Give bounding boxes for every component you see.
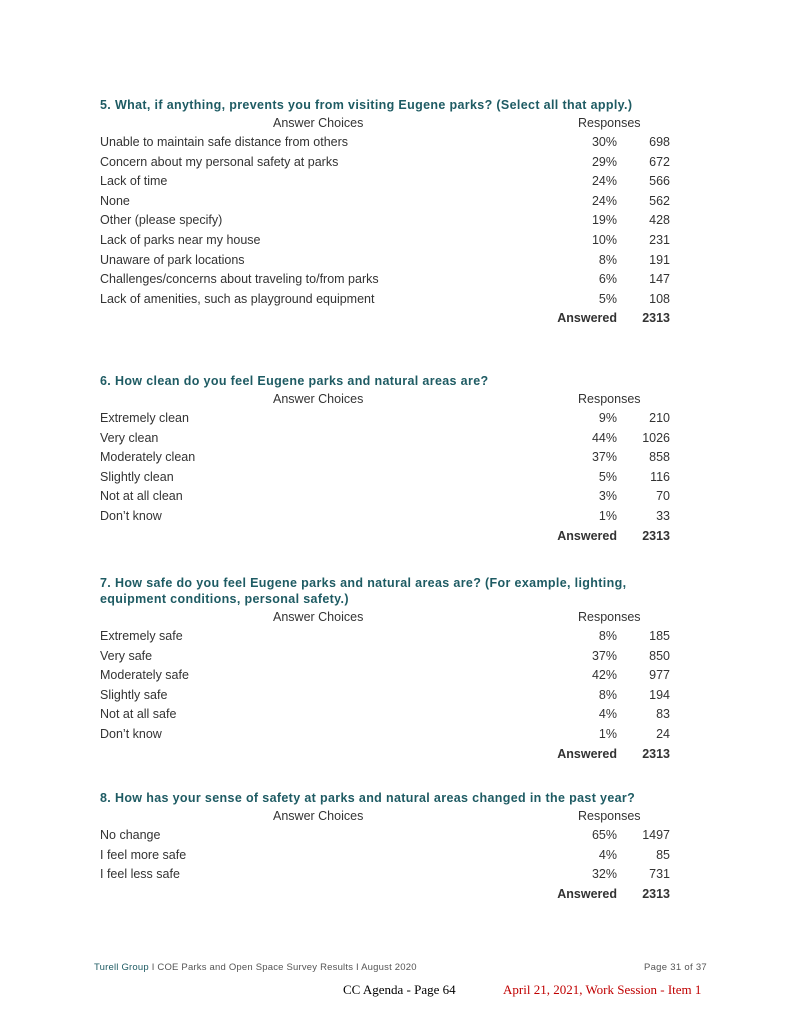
table-row (100, 233, 670, 253)
row-percent: 37% (591, 648, 617, 663)
header-responses: Responses (578, 809, 641, 823)
row-percent: 65% (591, 828, 617, 842)
row-percent: 1% (598, 726, 617, 741)
table-row (100, 649, 670, 669)
row-count: 731 (649, 867, 670, 882)
row-percent: 5% (598, 291, 617, 306)
table-row (100, 848, 670, 868)
question-title: 7. How safe do you feel Eugene parks and natural areas are? (For example, lighting, equipment conditions, personal safety.) (100, 576, 627, 606)
row-count: 562 (649, 193, 670, 208)
header-answer-choices: Answer Choices (273, 116, 364, 130)
row-label: Other (please specify) (100, 213, 223, 228)
row-count: 1026 (642, 430, 670, 445)
row-percent: 30% (591, 135, 617, 149)
row-percent: 24% (591, 193, 617, 208)
question-title: 6. How clean do you feel Eugene parks and natural areas are? (100, 374, 489, 388)
row-percent: 1% (598, 508, 617, 523)
row-label: Unable to maintain safe distance from others (100, 135, 349, 149)
question-8 (100, 790, 670, 907)
table-row (100, 135, 670, 155)
row-label: I feel less safe (100, 867, 180, 882)
table-row (100, 450, 670, 470)
footer-brand: Turell Group (94, 962, 149, 973)
answered-label: Answered (557, 886, 617, 901)
table-header (100, 809, 670, 828)
row-percent: 3% (598, 489, 617, 504)
question-title: 8. How has your sense of safety at parks and natural areas changed in the past year? (100, 791, 636, 805)
row-count: 185 (649, 629, 670, 643)
row-label: Slightly safe (100, 687, 168, 702)
row-percent: 4% (598, 847, 617, 862)
table-row (100, 253, 670, 273)
row-label: Extremely safe (100, 629, 183, 643)
table-row (100, 727, 670, 747)
row-count: 977 (649, 668, 670, 683)
table-header (100, 610, 670, 629)
answered-total: 2313 (642, 746, 670, 761)
row-percent: 8% (598, 629, 617, 643)
row-label: Slightly clean (100, 469, 174, 484)
row-count: 83 (656, 707, 670, 722)
row-label: Very clean (100, 430, 159, 445)
row-label: I feel more safe (100, 847, 187, 862)
row-count: 24 (656, 726, 670, 741)
row-percent: 44% (591, 430, 617, 445)
row-count: 672 (649, 154, 670, 169)
table-row (100, 431, 670, 451)
row-count: 108 (649, 291, 670, 306)
agenda-page: CC Agenda - Page 64 (343, 982, 456, 997)
table-row (100, 292, 670, 312)
answered-label: Answered (557, 746, 617, 761)
row-count: 1497 (642, 828, 670, 842)
row-count: 210 (649, 411, 670, 425)
row-count: 194 (649, 687, 670, 702)
row-label: Not at all safe (100, 707, 177, 722)
row-count: 698 (649, 135, 670, 149)
answered-row (100, 887, 670, 907)
answered-row (100, 311, 670, 331)
table-row (100, 272, 670, 292)
row-label: Don’t know (100, 726, 162, 741)
session-label: April 21, 2021, Work Session - Item 1 (503, 982, 702, 997)
answered-label: Answered (557, 528, 617, 543)
table-row (100, 489, 670, 509)
table-row (100, 688, 670, 708)
question-7 (100, 575, 670, 767)
row-label: Don’t know (100, 508, 162, 523)
row-percent: 37% (591, 450, 617, 465)
row-label: Moderately clean (100, 450, 196, 465)
table-row (100, 470, 670, 490)
table-row (100, 867, 670, 887)
answered-row (100, 747, 670, 767)
row-count: 85 (656, 847, 670, 862)
footer-page-number: Page 31 of 37 (643, 962, 707, 973)
answered-row (100, 529, 670, 549)
table-row (100, 828, 670, 848)
row-label: Very safe (100, 648, 153, 663)
table-row (100, 707, 670, 727)
row-percent: 42% (591, 668, 617, 683)
footer-text: I COE Parks and Open Space Survey Results I August 2020 (148, 962, 417, 973)
row-label: No change (100, 828, 161, 842)
table-row (100, 509, 670, 529)
table-row (100, 174, 670, 194)
row-percent: 5% (598, 469, 617, 484)
row-label: Concern about my personal safety at parks (100, 154, 339, 169)
header-answer-choices: Answer Choices (273, 809, 364, 823)
row-count: 70 (656, 489, 670, 504)
row-label: Lack of parks near my house (100, 232, 261, 247)
header-responses: Responses (578, 610, 641, 624)
row-count: 850 (649, 648, 670, 663)
row-percent: 8% (598, 687, 617, 702)
row-count: 147 (649, 272, 670, 287)
table-row (100, 194, 670, 214)
header-responses: Responses (578, 392, 641, 406)
answered-total: 2313 (642, 311, 670, 326)
row-count: 858 (649, 450, 670, 465)
row-label: Unaware of park locations (100, 252, 245, 267)
row-percent: 32% (591, 867, 617, 882)
row-percent: 10% (591, 232, 617, 247)
row-label: Not at all clean (100, 489, 183, 504)
question-5 (100, 97, 670, 331)
row-label: Lack of amenities, such as playground equipment (100, 291, 375, 306)
row-label: Extremely clean (100, 411, 189, 425)
table-row (100, 155, 670, 175)
row-count: 428 (649, 213, 670, 228)
answered-total: 2313 (642, 886, 670, 901)
row-percent: 24% (591, 174, 617, 189)
answered-total: 2313 (642, 528, 670, 543)
row-percent: 6% (598, 272, 617, 287)
row-count: 191 (649, 252, 670, 267)
row-label: None (100, 193, 130, 208)
row-percent: 19% (591, 213, 617, 228)
row-count: 33 (656, 508, 670, 523)
footer-source (94, 962, 417, 973)
row-percent: 8% (598, 252, 617, 267)
table-row (100, 213, 670, 233)
row-percent: 29% (591, 154, 617, 169)
row-count: 116 (650, 469, 670, 484)
row-label: Challenges/concerns about traveling to/from parks (100, 272, 379, 287)
question-6 (100, 373, 670, 549)
answered-label: Answered (557, 311, 617, 326)
header-responses: Responses (578, 116, 641, 130)
header-answer-choices: Answer Choices (273, 610, 364, 624)
row-percent: 9% (598, 411, 617, 425)
table-row (100, 629, 670, 649)
header-answer-choices: Answer Choices (273, 392, 364, 406)
row-label: Lack of time (100, 174, 168, 189)
table-row (100, 411, 670, 431)
table-header (100, 116, 670, 135)
table-header (100, 392, 670, 411)
table-row (100, 668, 670, 688)
row-percent: 4% (598, 707, 617, 722)
row-label: Moderately safe (100, 668, 189, 683)
question-title: 5. What, if anything, prevents you from visiting Eugene parks? (Select all that apply.) (100, 98, 633, 112)
row-count: 231 (649, 232, 670, 247)
row-count: 566 (649, 174, 670, 189)
